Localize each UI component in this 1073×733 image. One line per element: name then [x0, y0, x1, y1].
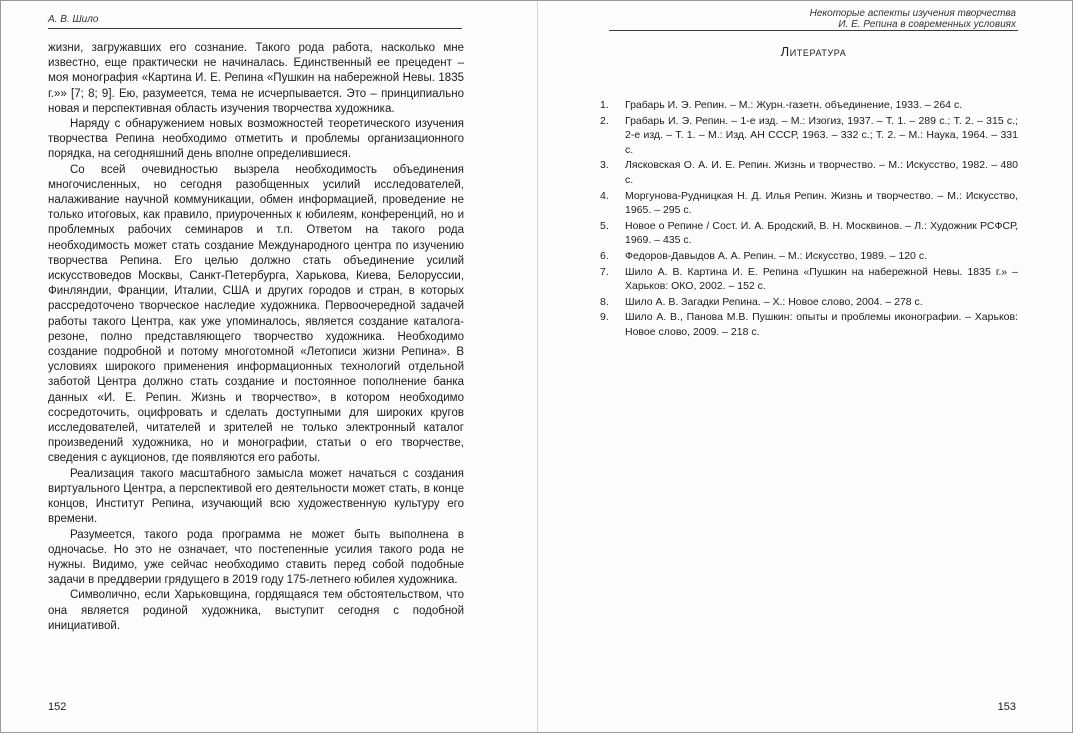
header-rule [609, 30, 1018, 31]
paragraph: Наряду с обнаружением новых возможностей теоретического изучения творчества Репина необходимо отметить и проблемы организационного порядка, на сегодняшний день вполне определившиеся. [48, 118, 464, 161]
reference-item [600, 249, 1018, 264]
header-rule [48, 28, 462, 29]
reference-text: Грабарь И. Э. Репин. – 1-е изд. – М.: Изогиз, 1937. – Т. 1. – 289 с.; Т. 2. – 315 с.; 2-е изд. – Т. 1. – М.: Изд. АН СССР, 1963. – 332 с.; Т. 2. – М.: Наука, 1964. – 331 с. [625, 114, 1018, 156]
page-number: 152 [48, 701, 67, 713]
reference-number: 3. [600, 159, 609, 172]
reference-item [600, 114, 1018, 158]
running-head-line: Некоторые аспекты изучения творчества [809, 8, 1016, 19]
left-page [1, 1, 537, 732]
section-title: Литература [780, 44, 847, 59]
page-number: 153 [997, 701, 1016, 713]
reference-item [600, 265, 1018, 294]
reference-number: 4. [600, 189, 609, 202]
reference-item [600, 98, 1018, 113]
body-text [48, 41, 464, 634]
running-head-author: А. В. Шило [48, 14, 99, 25]
reference-item [600, 295, 1018, 310]
reference-item [600, 310, 1018, 339]
reference-text: Моргунова-Рудницкая Н. Д. Илья Репин. Жизнь и творчество. – М.: Искусство, 1965. – 295 с. [625, 189, 1018, 217]
reference-text: Шило А. В., Панова М.В. Пушкин: опыты и проблемы иконографии. – Харьков: Новое слово, 2009. – 218 с. [625, 311, 1018, 338]
right-page [538, 1, 1072, 732]
paragraph: Разумеется, такого рода программа не может быть выполнена в одночасье. Но это не означает, что постепенные усилия такого рода не нужны. Видимо, уже сейчас необходимо ставить перед собой подобные задачи в преддверии грядущего в 2019 году 175-летнего юбилея художника. [48, 528, 464, 587]
reference-text: Федоров-Давыдов А. А. Репин. – М.: Искусство, 1989. – 120 с. [625, 249, 927, 262]
running-head-title [810, 8, 1016, 30]
reference-list [600, 98, 1018, 341]
reference-number: 5. [600, 219, 609, 232]
reference-number: 2. [600, 114, 609, 127]
reference-number: 1. [600, 99, 609, 111]
paragraph: жизни, загружавших его сознание. Такого рода работа, насколько мне известно, еще практически не начиналась. Единственный ее прецедент – моя монография «Картина И. Е. Репина «Пушкин на набережной Невы. 1835 г.»» [7; 8; 9]. Ею, разумеется, тема не исчерпывается. Это – принципиально новая и перспективная область изучения творчества художника. [48, 42, 464, 115]
paragraph: Реализация такого масштабного замысла может начаться с создания виртуального Центра, а перспективой его деятельности может стать, в конце концов, Институт Репина, изучающий всю художественную культуру его времени. [48, 467, 464, 526]
reference-text: Грабарь И. Э. Репин. – М.: Журн.-газетн. объединение, 1933. – 264 с. [625, 99, 963, 111]
reference-item [600, 219, 1018, 248]
reference-number: 9. [600, 311, 609, 324]
reference-text: Шило А. В. Загадки Репина. – Х.: Новое слово, 2004. – 278 с. [625, 295, 923, 308]
reference-number: 6. [600, 249, 609, 262]
paragraph: Символично, если Харьковщина, гордящаяся тем обстоятельством, что она является родиной художника, выступит сегодня с подобной инициативой. [48, 589, 464, 632]
reference-text: Новое о Репине / Сост. И. А. Бродский, В. Н. Москвинов. – Л.: Художник РСФСР, 1969. – 435 с. [625, 219, 1018, 247]
running-head-line: И. Е. Репина в современных условиях [838, 19, 1016, 30]
reference-text: Лясковская О. А. И. Е. Репин. Жизнь и творчество. – М.: Искусство, 1982. – 480 с. [625, 159, 1018, 186]
reference-item [600, 158, 1018, 187]
reference-number: 8. [600, 295, 609, 308]
paragraph: Со всей очевидностью вызрела необходимость объединения многочисленных, но сегодня разобщенных усилий исследователей, налаживание научной коммуникации, обмен информацией, проведение не только итоговых, как правило, приуроченных к юбилеям, конференций, но и проблемных рабочих семинаров и т.п. Ответом на такого рода необходимость может стать создание Международного центра по изучению творчества Репина. Его целью должно стать объединение усилий искусствоведов Москвы, Санкт-Петербурга, Харькова, Киева, Белоруссии, Финляндии, Франции, Италии, США и других городов и стран, в которых рассредоточено творческое наследие художника. Первоочередной задачей работы такого Центра, как уже упоминалось, является создание каталога-резоне, полно представляющего творчество художника. Необходимо создание подробной и потому многотомной «Летописи жизни Репина». В условиях широкого применения информационных технологий отдельной заботой Центра должно стать создание и постоянное пополнение банка данных «И. Е. Репин. Жизнь и творчество», в котором необходимо сосредоточить, оцифровать и сделать доступными для широких кругов исследователей, читателей и зрителей не только электронный каталог произведений художника, но и монографии, статьи о его творчестве, сведения с аукционов, где появляются его работы. [48, 163, 464, 465]
reference-item [600, 189, 1018, 218]
reference-number: 7. [600, 265, 609, 278]
reference-text: Шило А. В. Картина И. Е. Репина «Пушкин на набережной Невы. 1835 г.» – Харьков: ОКО, 2002. – 152 с. [625, 265, 1018, 293]
